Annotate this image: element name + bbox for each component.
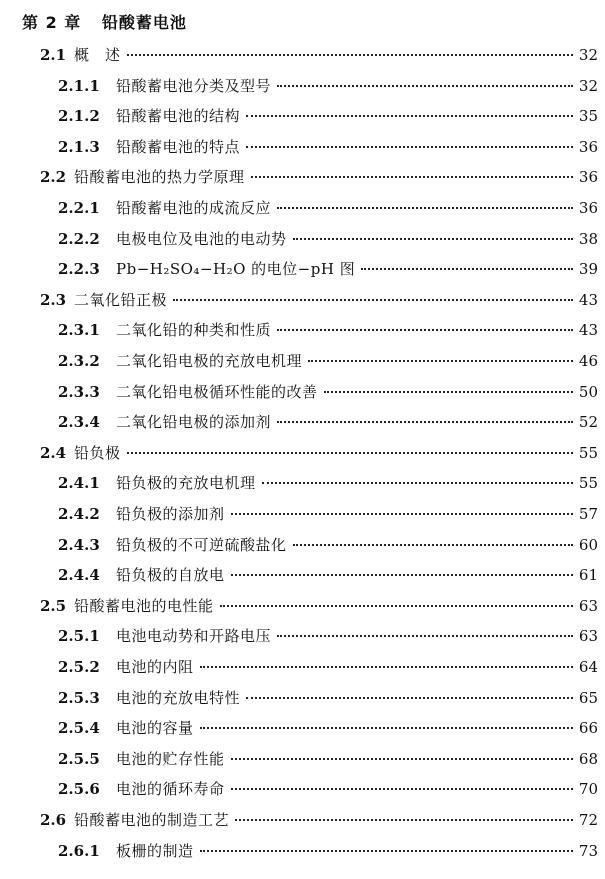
- entry-title: 铅酸蓄电池的制造工艺: [74, 811, 230, 829]
- toc-section-entry[interactable]: [40, 805, 598, 835]
- entry-number: 2.4.3: [58, 535, 100, 554]
- entry-page-number: 61: [578, 566, 598, 585]
- toc-subsection-entry[interactable]: [58, 254, 598, 284]
- entry-number: 2.1.2: [58, 107, 100, 126]
- entry-number: 2.1.1: [58, 76, 100, 95]
- entry-page-number: 32: [578, 46, 598, 64]
- toc-section-entry[interactable]: [40, 40, 598, 70]
- entry-page-number: 46: [578, 352, 598, 370]
- toc-subsection-entry[interactable]: [58, 224, 598, 254]
- entry-page-number: 50: [578, 382, 598, 401]
- toc-subsection-entry[interactable]: [58, 744, 598, 774]
- entry-number: 2.5.2: [58, 658, 100, 676]
- dot-leader: [200, 850, 573, 852]
- entry-page-number: 32: [578, 76, 598, 95]
- entry-page-number: 55: [578, 474, 598, 493]
- chapter-title: 铅酸蓄电池: [101, 13, 187, 32]
- toc-subsection-entry[interactable]: [58, 377, 598, 407]
- entry-page-number: 52: [578, 413, 598, 432]
- entry-number: 2.3.3: [58, 382, 100, 401]
- dot-leader: [277, 207, 573, 209]
- entry-page-number: 43: [578, 321, 598, 340]
- entry-title: 铅负极的充放电机理: [116, 474, 256, 493]
- entry-number: 2.5.1: [58, 627, 100, 646]
- dot-leader: [200, 666, 573, 668]
- entry-number: 2.3.2: [58, 352, 100, 370]
- entry-number: 2.2.1: [58, 199, 100, 217]
- toc-subsection-entry[interactable]: [58, 499, 598, 529]
- entry-page-number: 43: [578, 290, 598, 309]
- entry-title: 二氧化铅的种类和性质: [116, 321, 272, 340]
- entry-title: 电池电动势和开路电压: [116, 627, 272, 646]
- toc-subsection-entry[interactable]: [58, 132, 598, 162]
- toc-subsection-entry[interactable]: [58, 836, 598, 866]
- chapter-number: 第 2 章: [22, 13, 82, 32]
- entry-number: 2.5.6: [58, 780, 100, 799]
- entry-number: 2.4: [40, 443, 67, 462]
- dot-leader: [324, 391, 573, 393]
- dot-leader: [231, 513, 573, 515]
- entry-title: 二氧化铅正极: [74, 290, 168, 309]
- dot-leader: [293, 544, 573, 546]
- entry-number: 2.4.1: [58, 474, 100, 493]
- entry-title: 电池的充放电特性: [116, 688, 241, 707]
- toc-subsection-entry[interactable]: [58, 468, 598, 498]
- dot-leader: [251, 176, 573, 178]
- entry-title: 铅酸蓄电池的成流反应: [116, 199, 272, 217]
- dot-leader: [231, 574, 573, 576]
- entry-number: 2.5.5: [58, 749, 100, 768]
- toc-subsection-entry[interactable]: [58, 713, 598, 743]
- toc-subsection-entry[interactable]: [58, 407, 598, 437]
- dot-leader: [246, 697, 573, 699]
- toc-subsection-entry[interactable]: [58, 315, 598, 345]
- entry-number: 2.5.3: [58, 688, 100, 707]
- entry-page-number: 70: [578, 780, 598, 799]
- entry-page-number: 38: [578, 229, 598, 248]
- dot-leader: [308, 360, 573, 362]
- dot-leader: [127, 452, 573, 454]
- dot-leader: [246, 146, 573, 148]
- toc-subsection-entry[interactable]: [58, 774, 598, 804]
- toc-subsection-entry[interactable]: [58, 193, 598, 223]
- entry-title: 电池的循环寿命: [116, 780, 225, 799]
- dot-leader: [262, 482, 573, 484]
- chapter-heading: [22, 10, 187, 33]
- entry-page-number: 39: [578, 260, 598, 279]
- toc-subsection-entry[interactable]: [58, 560, 598, 590]
- dot-leader: [231, 788, 573, 790]
- dot-leader: [293, 238, 573, 240]
- entry-page-number: 65: [578, 688, 598, 707]
- entry-page-number: 63: [578, 627, 598, 646]
- entry-page-number: 60: [578, 535, 598, 554]
- entry-page-number: 35: [578, 107, 598, 126]
- dot-leader: [200, 727, 573, 729]
- toc-subsection-entry[interactable]: [58, 621, 598, 651]
- entry-title: 铅酸蓄电池的电性能: [74, 596, 214, 615]
- entry-number: 2.3.1: [58, 321, 100, 340]
- entry-title: Pb−H₂SO₄−H₂O 的电位−pH 图: [116, 260, 356, 279]
- entry-number: 2.2.3: [58, 260, 100, 279]
- entry-number: 2.1.3: [58, 137, 100, 156]
- entry-title: 铅负极的添加剂: [116, 505, 225, 523]
- entry-title: 二氧化铅电极的充放电机理: [116, 352, 303, 370]
- entry-title: 铅负极的自放电: [116, 566, 225, 585]
- entry-page-number: 36: [578, 199, 598, 217]
- dot-leader: [235, 819, 573, 821]
- entry-number: 2.2.2: [58, 229, 100, 248]
- toc-subsection-entry[interactable]: [58, 101, 598, 131]
- entry-number: 2.6: [40, 811, 67, 829]
- toc-section-entry[interactable]: [40, 162, 598, 192]
- entry-number: 2.5.4: [58, 719, 100, 738]
- toc-subsection-entry[interactable]: [58, 652, 598, 682]
- entry-number: 2.3.4: [58, 413, 100, 432]
- entry-title: 电池的内阻: [116, 658, 194, 676]
- dot-leader: [127, 54, 573, 56]
- entry-page-number: 73: [578, 841, 598, 860]
- dot-leader: [277, 85, 573, 87]
- toc-section-entry[interactable]: [40, 285, 598, 315]
- entry-title: 二氧化铅电极循环性能的改善: [116, 382, 318, 401]
- toc-section-entry[interactable]: [40, 438, 598, 468]
- entry-page-number: 72: [578, 811, 598, 829]
- entry-page-number: 63: [578, 596, 598, 615]
- entry-page-number: 55: [578, 443, 598, 462]
- dot-leader: [246, 115, 573, 117]
- entry-number: 2.4.4: [58, 566, 100, 585]
- dot-leader: [277, 329, 573, 331]
- toc-subsection-entry[interactable]: [58, 530, 598, 560]
- entry-number: 2.1: [40, 46, 67, 64]
- dot-leader: [231, 758, 573, 760]
- entry-number: 2.3: [40, 290, 67, 309]
- entry-title: 铅酸蓄电池分类及型号: [116, 76, 272, 95]
- entry-page-number: 57: [578, 505, 598, 523]
- entry-number: 2.5: [40, 596, 67, 615]
- entry-page-number: 64: [578, 658, 598, 676]
- entry-number: 2.6.1: [58, 841, 100, 860]
- entry-title: 铅酸蓄电池的热力学原理: [74, 168, 245, 187]
- entry-page-number: 36: [578, 168, 598, 187]
- entry-number: 2.2: [40, 168, 67, 187]
- dot-leader: [277, 635, 573, 637]
- entry-title: 二氧化铅电极的添加剂: [116, 413, 272, 432]
- dot-leader: [220, 605, 573, 607]
- entry-title: 电极电位及电池的电动势: [116, 229, 287, 248]
- entry-title: 电池的容量: [116, 719, 194, 738]
- entry-title: 电池的贮存性能: [116, 749, 225, 768]
- entry-page-number: 66: [578, 719, 598, 738]
- entry-title: 铅酸蓄电池的结构: [116, 107, 241, 126]
- entry-title: 铅负极: [74, 443, 121, 462]
- toc-subsection-entry[interactable]: [58, 71, 598, 101]
- entry-number: 2.4.2: [58, 505, 100, 523]
- entry-title: 概 述: [74, 46, 121, 64]
- entry-title: 板栅的制造: [116, 841, 194, 860]
- dot-leader: [173, 299, 573, 301]
- entry-page-number: 36: [578, 137, 598, 156]
- dot-leader: [361, 268, 573, 270]
- dot-leader: [277, 421, 573, 423]
- toc-section-entry[interactable]: [40, 591, 598, 621]
- toc-subsection-entry[interactable]: [58, 346, 598, 376]
- entry-title: 铅负极的不可逆硫酸盐化: [116, 535, 287, 554]
- entry-page-number: 68: [578, 749, 598, 768]
- entry-title: 铅酸蓄电池的特点: [116, 137, 241, 156]
- toc-subsection-entry[interactable]: [58, 683, 598, 713]
